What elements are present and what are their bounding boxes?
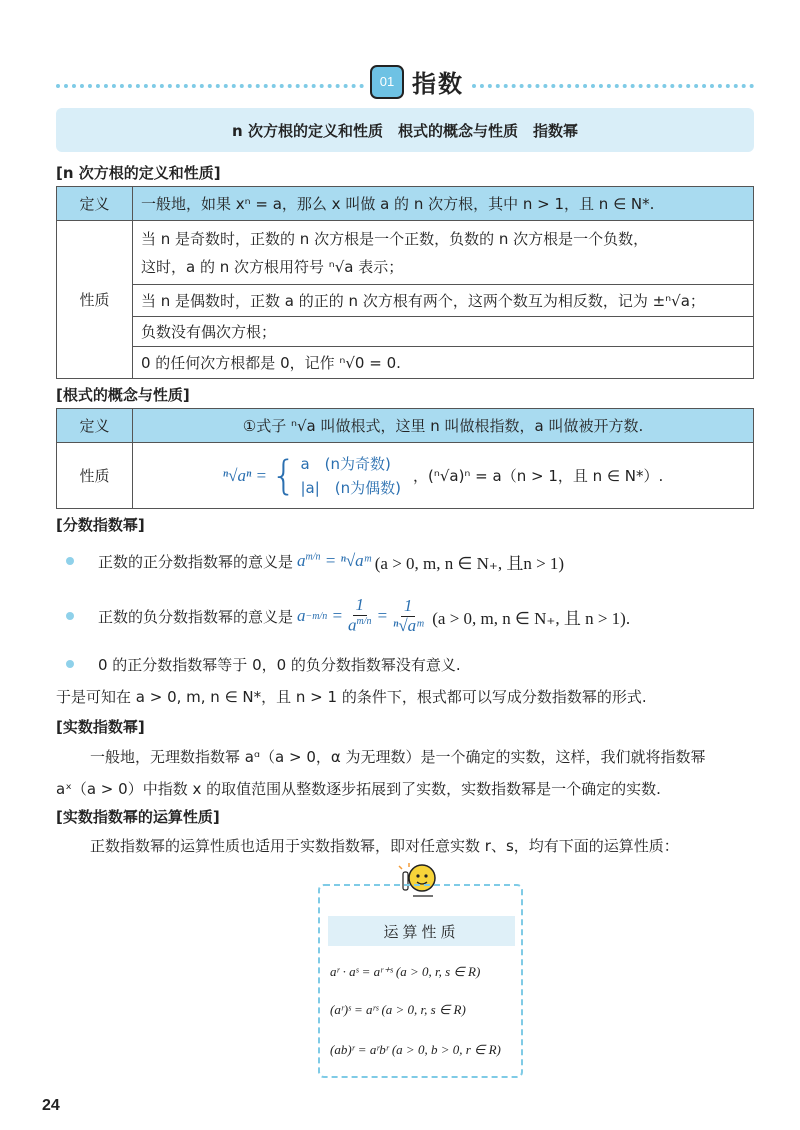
- nth-root-prop-label: 性质: [57, 221, 133, 379]
- frac-exp-zero: 0 的正分数指数幂等于 0，0 的负分数指数幂没有意义.: [98, 655, 461, 674]
- ops-rule-power: (aʳ)ˢ = aʳˢ (a > 0, r, s ∈ R): [330, 1002, 466, 1017]
- page-number: 24: [42, 1097, 60, 1114]
- chapter-heading: [370, 64, 464, 99]
- real-exp-para-line2: aˣ（a > 0）中指数 x 的取值范围从整数逐步拓展到了实数，实数指数幂是一个确定的实数.: [56, 779, 661, 798]
- frac-exp-positive-cond: (a > 0, m, n ∈ N₊, 且n > 1): [374, 553, 565, 573]
- topic-banner: n 次方根的定义和性质 根式的概念与性质 指数幂: [56, 108, 754, 152]
- radical-prop-formula: [133, 443, 754, 509]
- nth-root-prop-even: 当 n 是偶数时，正数 a 的正的 n 次方根有两个，这两个数互为相反数，记为 ±ⁿ√a；: [133, 285, 754, 317]
- nth-root-def-label: 定义: [57, 187, 133, 221]
- radical-formula-rest: ，(ⁿ√a)ⁿ = a（n > 1，且 n ∈ N*）.: [413, 467, 664, 485]
- header-dotted-line-left: [56, 84, 364, 88]
- section-title-real-exponent: [实数指数幂]: [56, 718, 145, 736]
- nth-root-prop-negative: 负数没有偶次方根；: [133, 317, 754, 347]
- frac-exp-negative-formula: a −m/n = $\frac{1}{a^{m/n}}$ = $\frac{1}{\text{ⁿ√aᵐ}}$: [297, 595, 424, 635]
- nth-root-prop-odd-line2: 这时，a 的 n 次方根用符号 ⁿ√a 表示；: [141, 257, 404, 276]
- radical-def-label: 定义: [57, 409, 133, 443]
- radical-case-even: |a| (n为偶数): [300, 478, 401, 497]
- bullet-dot-2: [66, 612, 74, 620]
- chapter-title: 指数: [412, 70, 464, 98]
- bullet-dot-1: [66, 557, 74, 565]
- ops-rules-box: [318, 884, 523, 1078]
- ops-rule-product: aʳ · aˢ = aʳ⁺ˢ (a > 0, r, s ∈ R): [330, 964, 481, 979]
- radical-formula-brace: {: [271, 452, 297, 499]
- chapter-number-badge: 01: [370, 65, 404, 99]
- frac-exp-summary: 于是可知在 a > 0, m, n ∈ N*，且 n > 1 的条件下，根式都可以写成分数指数幂的形式.: [56, 687, 647, 706]
- ops-rules-title: 运算性质: [328, 916, 515, 946]
- frac-exp-positive-formula: $a^{m/n}$ = ⁿ√aᵐ: [297, 551, 371, 570]
- header-dotted-line-right: [472, 84, 754, 88]
- radical-formula-lhs: ⁿ√aⁿ =: [222, 465, 268, 485]
- nth-root-prop-odd: [133, 221, 754, 285]
- bullet-dot-3: [66, 660, 74, 668]
- nth-root-prop-zero: 0 的任何次方根都是 0，记作 ⁿ√0 = 0.: [133, 347, 754, 379]
- radical-prop-label: 性质: [57, 443, 133, 509]
- frac-exp-negative-cond: (a > 0, m, n ∈ N₊, 且 n > 1).: [432, 608, 631, 628]
- real-exp-para-line1: 一般地，无理数指数幂 aᵅ（a > 0，α 为无理数）是一个确定的实数，这样，我们就将指数幂: [90, 747, 706, 766]
- nth-root-prop-odd-line1: 当 n 是奇数时，正数的 n 次方根是一个正数，负数的 n 次方根是一个负数，: [141, 229, 649, 248]
- frac-exp-positive: [98, 540, 564, 582]
- ops-intro: 正数指数幂的运算性质也适用于实数指数幂，即对任意实数 r、s，均有下面的运算性质：: [90, 836, 679, 855]
- nth-root-def-text: 一般地，如果 xⁿ = a，那么 x 叫做 a 的 n 次方根，其中 n > 1，且 n ∈ N*.: [133, 187, 754, 221]
- ops-rule-product-power: (ab)ʳ = aʳbʳ (a > 0, b > 0, r ∈ R): [330, 1042, 501, 1057]
- frac-exp-negative-text: 正数的负分数指数幂的意义是: [98, 607, 294, 626]
- radical-case-odd: a (n为奇数): [300, 454, 391, 473]
- section-title-fractional-exponent: [分数指数幂]: [56, 516, 145, 534]
- frac-exp-positive-text: 正数的正分数指数幂的意义是: [98, 552, 294, 571]
- radical-table: [56, 408, 754, 509]
- section-title-real-exp-ops: [实数指数幂的运算性质]: [56, 808, 220, 826]
- section-title-radical: [根式的概念与性质]: [56, 386, 190, 404]
- section-title-nth-root: [n 次方根的定义和性质]: [56, 164, 221, 182]
- nth-root-table: [56, 186, 754, 379]
- frac-exp-negative: [98, 590, 630, 642]
- radical-def-text: ①式子 ⁿ√a 叫做根式，这里 n 叫做根指数，a 叫做被开方数.: [133, 409, 754, 443]
